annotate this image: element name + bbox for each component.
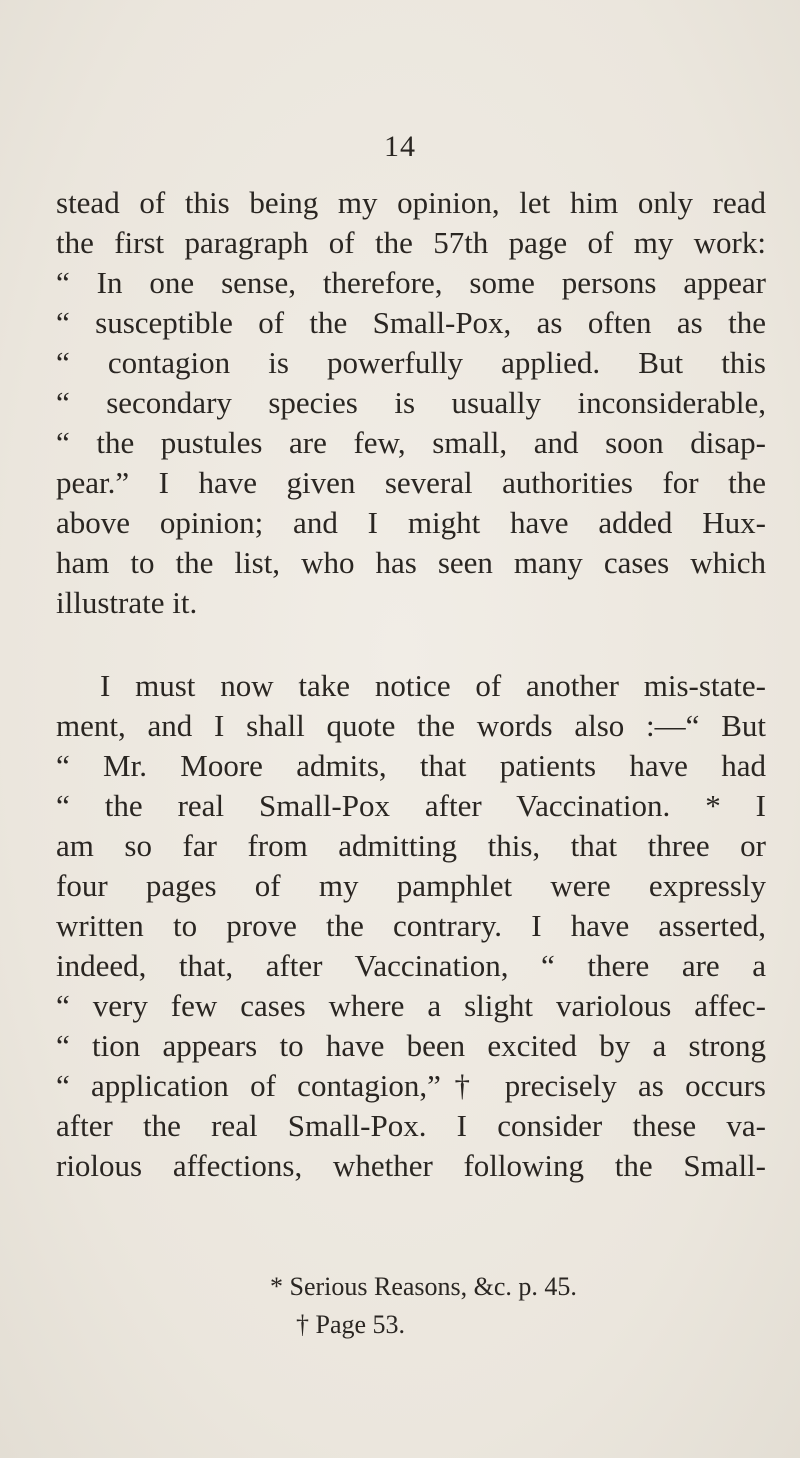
text-line: “ contagion is powerfully applied. But this bbox=[56, 345, 766, 380]
text-line: “ the real Small-Pox after Vaccination. * I bbox=[56, 788, 766, 823]
text-line: I must now take notice of another mis-state- bbox=[100, 668, 766, 703]
text-line: illustrate it. bbox=[56, 585, 198, 620]
text-line: after the real Small-Pox. I consider these va- bbox=[56, 1108, 766, 1143]
text-line: “ secondary species is usually inconsiderable, bbox=[56, 385, 766, 420]
text-line: “ the pustules are few, small, and soon disap- bbox=[56, 425, 766, 460]
text-line: four pages of my pamphlet were expressly bbox=[56, 868, 766, 903]
text-line: written to prove the contrary. I have asserted, bbox=[56, 908, 766, 943]
text-line: above opinion; and I might have added Hux- bbox=[56, 505, 766, 540]
text-line: indeed, that, after Vaccination, “ there are a bbox=[56, 948, 766, 983]
footnote: * Serious Reasons, &c. p. 45. bbox=[270, 1272, 577, 1301]
page-number: 14 bbox=[384, 130, 416, 163]
footnote: † Page 53. bbox=[296, 1310, 406, 1339]
text-line: “ Mr. Moore admits, that patients have had bbox=[56, 748, 766, 783]
text-line: riolous affections, whether following the Small- bbox=[56, 1148, 766, 1183]
text-line: the first paragraph of the 57th page of my work: bbox=[56, 225, 766, 260]
text-line: “ tion appears to have been excited by a strong bbox=[56, 1028, 766, 1063]
text-line: ment, and I shall quote the words also :—“ But bbox=[56, 708, 766, 743]
text-line: “ application of contagion,”† precisely as occurs bbox=[56, 1068, 766, 1103]
text-line: “ susceptible of the Small-Pox, as often as the bbox=[56, 305, 766, 340]
text-line: stead of this being my opinion, let him only read bbox=[56, 185, 766, 220]
text-line: “ very few cases where a slight variolous affec- bbox=[56, 988, 766, 1023]
text-line: “ In one sense, therefore, some persons appear bbox=[56, 265, 766, 300]
text-line: pear.” I have given several authorities for the bbox=[56, 465, 766, 500]
text-line: am so far from admitting this, that three or bbox=[56, 828, 766, 863]
text-line: ham to the list, who has seen many cases which bbox=[56, 545, 766, 580]
